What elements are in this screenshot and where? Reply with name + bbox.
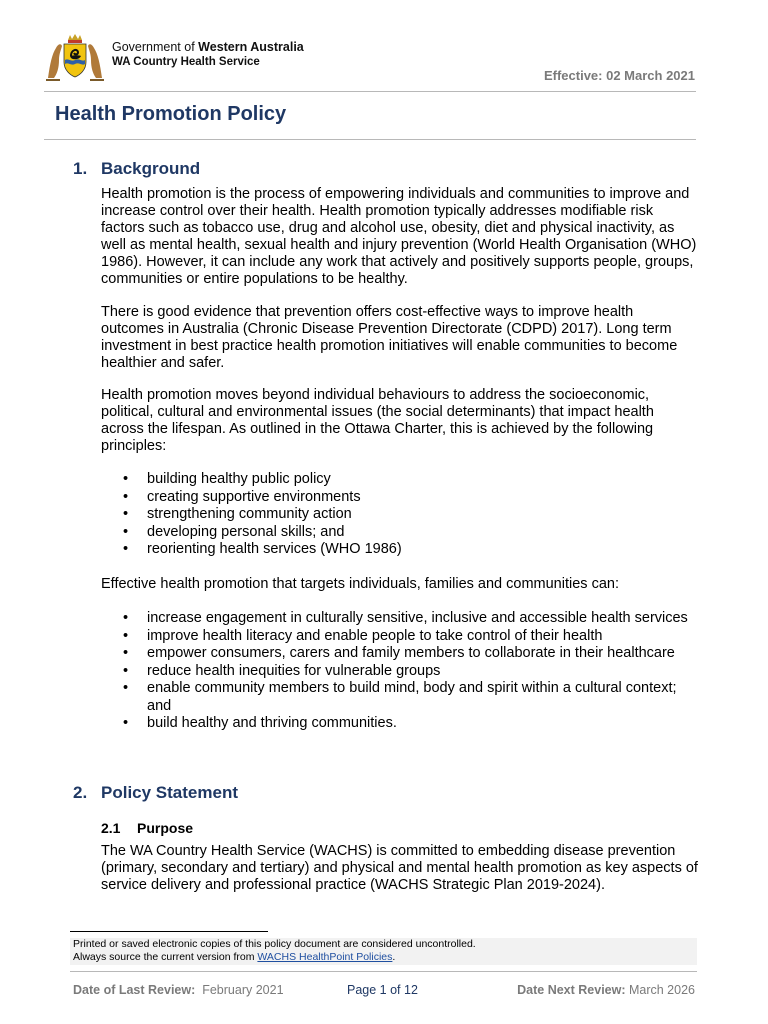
healthpoint-policies-link[interactable]: WACHS HealthPoint Policies [257, 950, 393, 963]
list-item: • developing personal skills; and [123, 523, 345, 540]
page-number: Page 1 of 12 [347, 983, 418, 997]
government-header [112, 40, 304, 69]
page-title: Health Promotion Policy [55, 103, 287, 125]
uncontrolled-copy-notice [70, 938, 697, 965]
list-item: • empower consumers, carers and family members to collaborate in their healthcare [123, 645, 675, 661]
background-paragraph-3: Health promotion moves beyond individual behaviours to address the socioeconomic, political, cultural and environmental issues (the social determinants) that impact health across the lifespan. As outlined in the Ottawa Charter, this is achieved by the following principles: [101, 387, 654, 454]
list-item: • building healthy public policy [123, 471, 331, 487]
health-promotion-outcomes-list [101, 610, 699, 733]
list-item: • creating supportive environments [123, 488, 361, 505]
background-paragraph-1: Health promotion is the process of empowering individuals and communities to improve and increase control over their health. Health promotion typically addresses modifiable risk factors such as tobacco use, drug and alcohol use, obesity, diet and physical inactivity, as well as mental health, sexual health and injury prevention (World Health Organisation (WHO) 1986). However, it can include any work that actively and positively supports people, groups, communities or entire populations to be healthy. [101, 186, 697, 287]
footnote-divider [70, 931, 268, 932]
list-item: • strengthening community action [123, 506, 352, 522]
purpose-paragraph: The WA Country Health Service (WACHS) is committed to embedding disease prevention (primary, secondary and tertiary) and physical and mental health promotion as key aspects of service delivery and professional practice (WACHS Strategic Plan 2019-2024). [101, 843, 698, 893]
last-review-date: Date of Last Review: February 2021 [73, 983, 284, 997]
service-name: WA Country Health Service [112, 56, 260, 68]
list-item: • improve health literacy and enable people to take control of their health [123, 627, 603, 644]
ottawa-principles-list [101, 471, 699, 559]
government-name: Government of Western Australia [112, 40, 304, 54]
title-divider [44, 139, 696, 140]
wa-coat-of-arms-icon [44, 34, 106, 82]
list-item: • enable community members to build mind, body and spirit within a cultural context; and [123, 680, 677, 714]
section-2-heading: 2. Policy Statement [73, 783, 238, 802]
background-paragraph-4: Effective health promotion that targets individuals, families and communities can: [101, 576, 619, 592]
list-item: • reorienting health services (WHO 1986) [123, 541, 402, 557]
section-1-heading: 1. Background [73, 159, 201, 178]
list-item: • reduce health inequities for vulnerable groups [123, 662, 441, 679]
list-item: • increase engagement in culturally sensitive, inclusive and accessible health services [123, 610, 688, 626]
list-item: • build healthy and thriving communities. [123, 715, 397, 731]
header-divider [44, 91, 696, 92]
background-paragraph-2: There is good evidence that prevention offers cost-effective ways to improve health outcomes in Australia (Chronic Disease Prevention Directorate (CDPD) 2017). Long term investment in best practice health promotion initiatives will enable communities to become healthier and safer. [101, 304, 678, 371]
subsection-2-1-heading: 2.1 Purpose [101, 820, 194, 836]
next-review-date: Date Next Review: March 2026 [517, 983, 695, 997]
notice-line-2: Always source the current version from WACHS HealthPoint Policies. [73, 950, 396, 963]
effective-date: Effective: 02 March 2021 [543, 68, 695, 83]
notice-line-1: Printed or saved electronic copies of this policy document are considered uncontrolled. [73, 938, 476, 950]
footer-divider [70, 971, 697, 972]
